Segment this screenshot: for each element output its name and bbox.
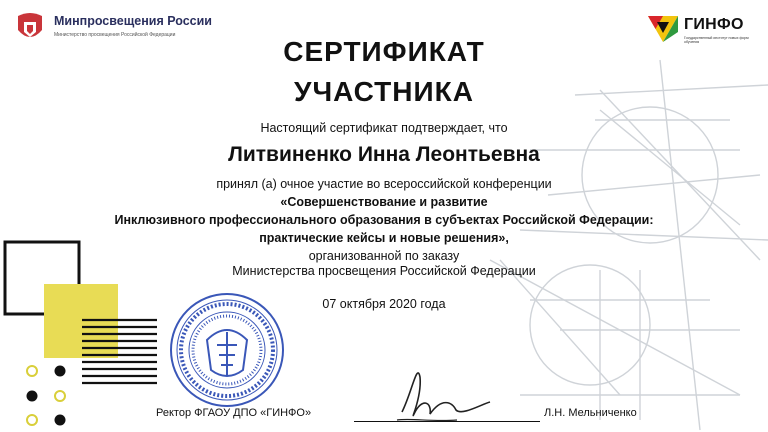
participation-text: принял (а) очное участие во всероссийской конференции <box>216 177 552 191</box>
conference-title-line1: «Совершенствование и развитие <box>280 195 488 209</box>
ginfo-subtitle: Государственный институт новых форм обучения <box>684 36 749 44</box>
ministry-subtitle: Министерство просвещения Российской Федерации <box>54 32 176 38</box>
signer-name: Л.Н. Мельниченко <box>544 407 637 419</box>
certificate-date: 07 октября 2020 года <box>322 297 446 311</box>
ginfo-name: ГИНФО <box>684 16 744 33</box>
organized-text: организованной по заказу <box>308 249 460 263</box>
conference-title-line2: Инклюзивного профессионального образования в субъектах Российской Федерации: <box>114 213 654 227</box>
signature-line <box>354 421 540 422</box>
organizer-name: Министерства просвещения Российской Федерации <box>232 264 536 278</box>
certificate-title: СЕРТИФИКАТ <box>283 36 485 67</box>
certificate-subtitle: УЧАСТНИКА <box>294 76 474 107</box>
confirm-text: Настоящий сертификат подтверждает, что <box>260 121 508 135</box>
conference-title-line3: практические кейсы и новые решения», <box>259 231 509 245</box>
signer-position: Ректор ФГАОУ ДПО «ГИНФО» <box>156 407 312 419</box>
handwritten-signature <box>372 352 492 432</box>
recipient-name: Литвиненко Инна Леонтьевна <box>228 143 540 166</box>
ministry-name: Минпросвещения России <box>54 14 212 28</box>
